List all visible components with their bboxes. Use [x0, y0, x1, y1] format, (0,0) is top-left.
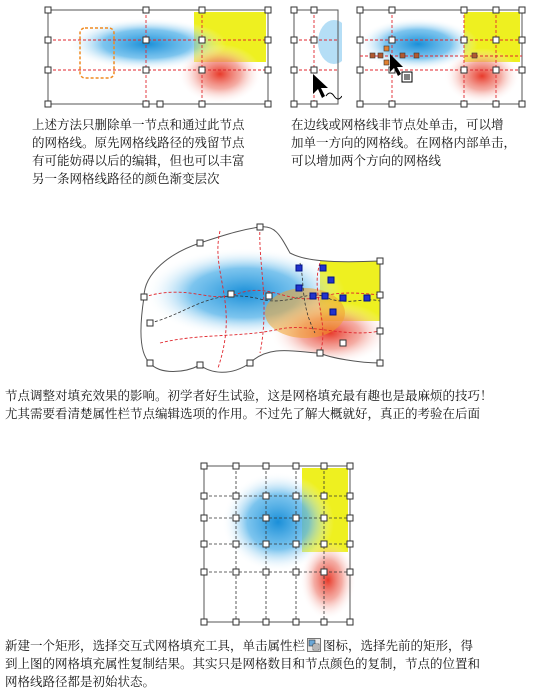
mesh-node[interactable]	[233, 463, 239, 469]
mesh-node[interactable]	[321, 619, 327, 625]
figure-add-single-gridline	[290, 6, 342, 110]
mesh-node[interactable]	[263, 619, 269, 625]
mesh-node[interactable]	[201, 493, 207, 499]
mesh-node[interactable]	[321, 493, 327, 499]
caption-copy-fill-part1: 新建一个矩形，选择交互式网格填充工具，单击属性栏	[5, 638, 306, 653]
figure-node-adjustment	[130, 213, 395, 378]
mesh-node[interactable]	[347, 619, 353, 625]
mesh-node[interactable]	[293, 619, 299, 625]
mesh-node[interactable]	[293, 515, 299, 521]
mesh-node[interactable]	[347, 493, 353, 499]
mesh-node[interactable]	[347, 515, 353, 521]
caption-node-adjustment: 节点调整对填充效果的影响。初学者好生试验，这是网格填充最有趣也是最麻烦的技巧！ 尤其需要看清楚属性栏节点编辑选项的作用。不过先了解大概就好，真正的考验在后面	[5, 388, 493, 421]
mesh-node[interactable]	[347, 569, 353, 575]
mesh-node[interactable]	[321, 463, 327, 469]
mesh-node[interactable]	[201, 515, 207, 521]
mesh-node[interactable]	[347, 541, 353, 547]
caption-delete-node: 上述方法只删除单一节点和通过此节点 的网格线。原先网格线路径的残留节点 有可能妨碍以后的编辑，但也可以丰富 另一条网格线路径的颜色渐变层次	[32, 117, 245, 186]
figure-add-two-gridlines	[356, 6, 528, 110]
mesh-node[interactable]	[201, 463, 207, 469]
figure-copied-mesh	[198, 460, 356, 630]
copy-fill-properties-icon[interactable]	[307, 638, 321, 652]
mesh-node[interactable]	[293, 493, 299, 499]
mesh-node[interactable]	[201, 569, 207, 575]
mesh-node[interactable]	[233, 515, 239, 521]
figure-delete-node	[42, 6, 274, 110]
mesh-node[interactable]	[293, 541, 299, 547]
mesh-node[interactable]	[321, 569, 327, 575]
mesh-node[interactable]	[201, 619, 207, 625]
mesh-node[interactable]	[263, 463, 269, 469]
mesh-node[interactable]	[263, 493, 269, 499]
mesh-node[interactable]	[233, 619, 239, 625]
mesh-node[interactable]	[233, 493, 239, 499]
mesh-node[interactable]	[263, 569, 269, 575]
mesh-node[interactable]	[293, 463, 299, 469]
mesh-node[interactable]	[263, 515, 269, 521]
mesh-node[interactable]	[233, 541, 239, 547]
mesh-node[interactable]	[321, 515, 327, 521]
caption-add-gridline: 在边线或网格线非节点处单击，可以增 加单一方向的网格线。在网格内部单击， 可以增加两个方向的网格线	[291, 117, 517, 168]
mesh-node[interactable]	[293, 569, 299, 575]
caption-copy-fill-part2: 图标，选择先前的矩形，得 到上图的网格填充属性复制结果。其实只是网格数目和节点颜色的复制，节点的位置和 网格线路径都是初始状态。	[5, 638, 481, 689]
mesh-node[interactable]	[233, 569, 239, 575]
mesh-node[interactable]	[263, 541, 269, 547]
mesh-node[interactable]	[321, 541, 327, 547]
mesh-node[interactable]	[201, 541, 207, 547]
mesh-node[interactable]	[347, 463, 353, 469]
caption-copy-fill	[5, 637, 533, 691]
